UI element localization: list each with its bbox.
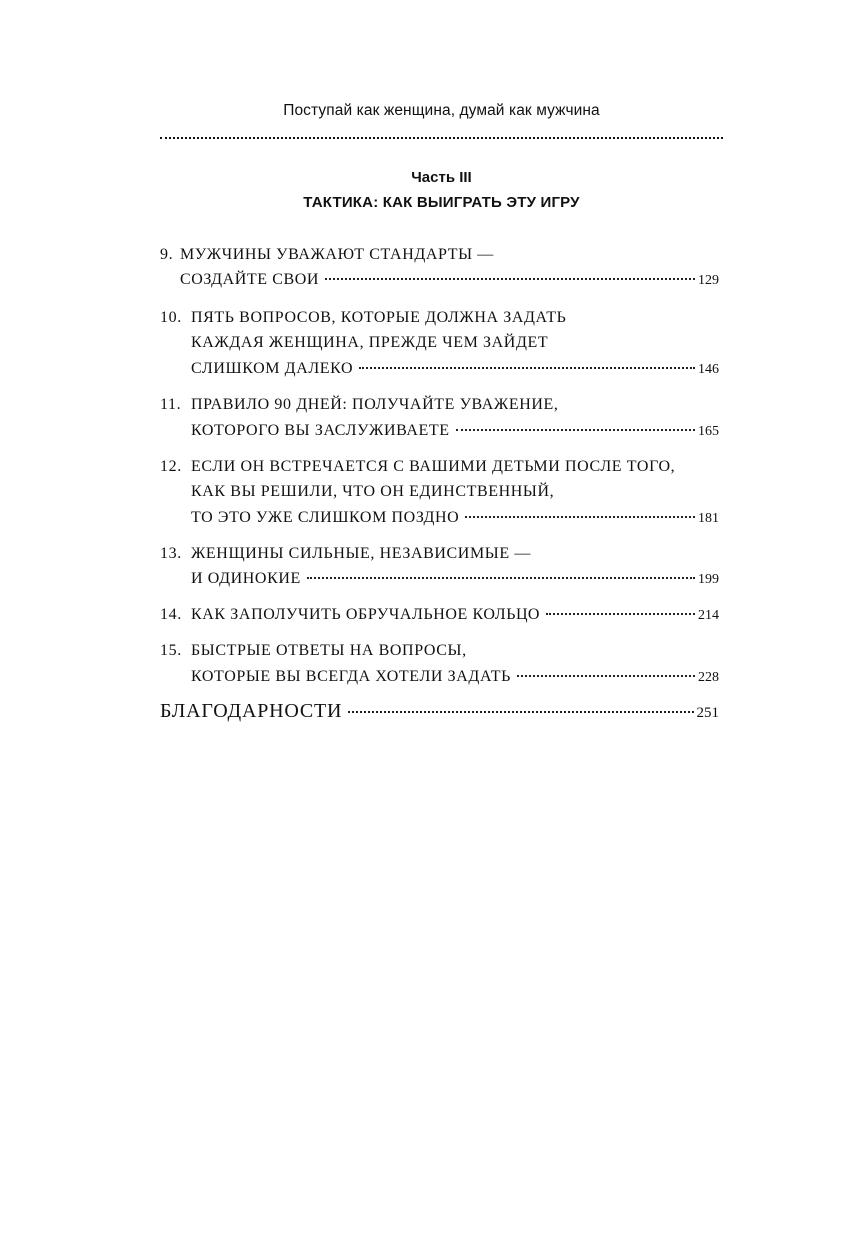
- running-header: Поступай как женщина, думай как мужчина: [283, 102, 600, 119]
- toc-entry-15-line2[interactable]: [191, 666, 719, 689]
- toc-entry-title: ТО ЭТО УЖЕ СЛИШКОМ ПОЗДНО: [191, 509, 460, 526]
- toc-entry-title: ПЯТЬ ВОПРОСОВ, КОТОРЫЕ ДОЛЖНА ЗАДАТЬ: [191, 309, 567, 326]
- toc-page-number: 165: [698, 424, 719, 439]
- toc-entry-acknowledgements[interactable]: [160, 700, 719, 724]
- toc-entry-12-line3[interactable]: [191, 507, 719, 530]
- toc-entry-12-line1[interactable]: [160, 456, 719, 478]
- toc-entry-number: 11.: [160, 396, 182, 413]
- toc-entry-title: И ОДИНОКИЕ: [191, 570, 301, 587]
- leader-dots: [325, 278, 695, 280]
- toc-entry-13-line1[interactable]: [160, 543, 719, 565]
- toc-page-number: 129: [698, 273, 719, 288]
- leader-dots: [465, 516, 695, 518]
- toc-entry-12-line2[interactable]: [191, 481, 719, 503]
- leader-dots: [307, 577, 695, 579]
- toc-entry-number: 10.: [160, 309, 182, 326]
- toc-entry-title: КАЖДАЯ ЖЕНЩИНА, ПРЕЖДЕ ЧЕМ ЗАЙДЕТ: [191, 334, 549, 351]
- toc-page-number: 228: [698, 670, 719, 685]
- toc-page-number: 146: [698, 362, 719, 377]
- toc-entry-15-line1[interactable]: [160, 640, 719, 662]
- toc-entry-9-line2[interactable]: [180, 269, 719, 292]
- toc-entry-title: КОТОРЫЕ ВЫ ВСЕГДА ХОТЕЛИ ЗАДАТЬ: [191, 668, 511, 685]
- leader-dots: [348, 711, 693, 713]
- toc-page-number: 214: [698, 608, 719, 623]
- leader-dots: [456, 429, 695, 431]
- toc-entry-11-line1[interactable]: [160, 394, 719, 416]
- toc-entry-title: КАК ВЫ РЕШИЛИ, ЧТО ОН ЕДИНСТВЕННЫЙ,: [191, 483, 555, 500]
- toc-entry-title: ЖЕНЩИНЫ СИЛЬНЫЕ, НЕЗАВИСИМЫЕ —: [191, 545, 531, 562]
- toc-page-number: 251: [696, 705, 719, 721]
- header-dotted-rule: [160, 137, 723, 139]
- part-title: ТАКТИКА: КАК ВЫИГРАТЬ ЭТУ ИГРУ: [303, 194, 580, 211]
- toc-entry-title: МУЖЧИНЫ УВАЖАЮТ СТАНДАРТЫ —: [180, 246, 494, 263]
- toc-page-number: 181: [698, 511, 719, 526]
- part-number: Часть III: [411, 169, 472, 186]
- toc-entry-10-line1[interactable]: [160, 307, 719, 329]
- leader-dots: [546, 613, 695, 615]
- toc-entry-14[interactable]: [160, 604, 719, 627]
- toc-entry-title: СОЗДАЙТЕ СВОИ: [180, 271, 320, 288]
- toc-entry-title: КОТОРОГО ВЫ ЗАСЛУЖИВАЕТЕ: [191, 422, 450, 439]
- toc-entry-number: 12.: [160, 458, 182, 475]
- leader-dots: [359, 367, 695, 369]
- toc-entry-title: БЫСТРЫЕ ОТВЕТЫ НА ВОПРОСЫ,: [191, 642, 467, 659]
- toc-entry-title: СЛИШКОМ ДАЛЕКО: [191, 360, 354, 377]
- toc-page-number: 199: [698, 572, 719, 587]
- toc-entry-title: БЛАГОДАРНОСТИ: [160, 700, 343, 722]
- toc-entry-9-line1[interactable]: [160, 244, 719, 266]
- leader-dots: [517, 675, 695, 677]
- toc-entry-number: 15.: [160, 642, 182, 659]
- toc-entry-title: ЕСЛИ ОН ВСТРЕЧАЕТСЯ С ВАШИМИ ДЕТЬМИ ПОСЛЕ ТОГО,: [191, 458, 676, 475]
- toc-entry-number: 13.: [160, 545, 182, 562]
- toc-entry-10-line2[interactable]: [191, 332, 719, 354]
- toc-entry-title: ПРАВИЛО 90 ДНЕЙ: ПОЛУЧАЙТЕ УВАЖЕНИЕ,: [191, 396, 559, 413]
- toc-entry-10-line3[interactable]: [191, 358, 719, 381]
- toc-entry-title: КАК ЗАПОЛУЧИТЬ ОБРУЧАЛЬНОЕ КОЛЬЦО: [191, 606, 541, 623]
- toc-entry-11-line2[interactable]: [191, 420, 719, 443]
- toc-entry-13-line2[interactable]: [191, 568, 719, 591]
- toc-entry-number: 14.: [160, 606, 182, 623]
- toc-entry-number: 9.: [160, 246, 174, 263]
